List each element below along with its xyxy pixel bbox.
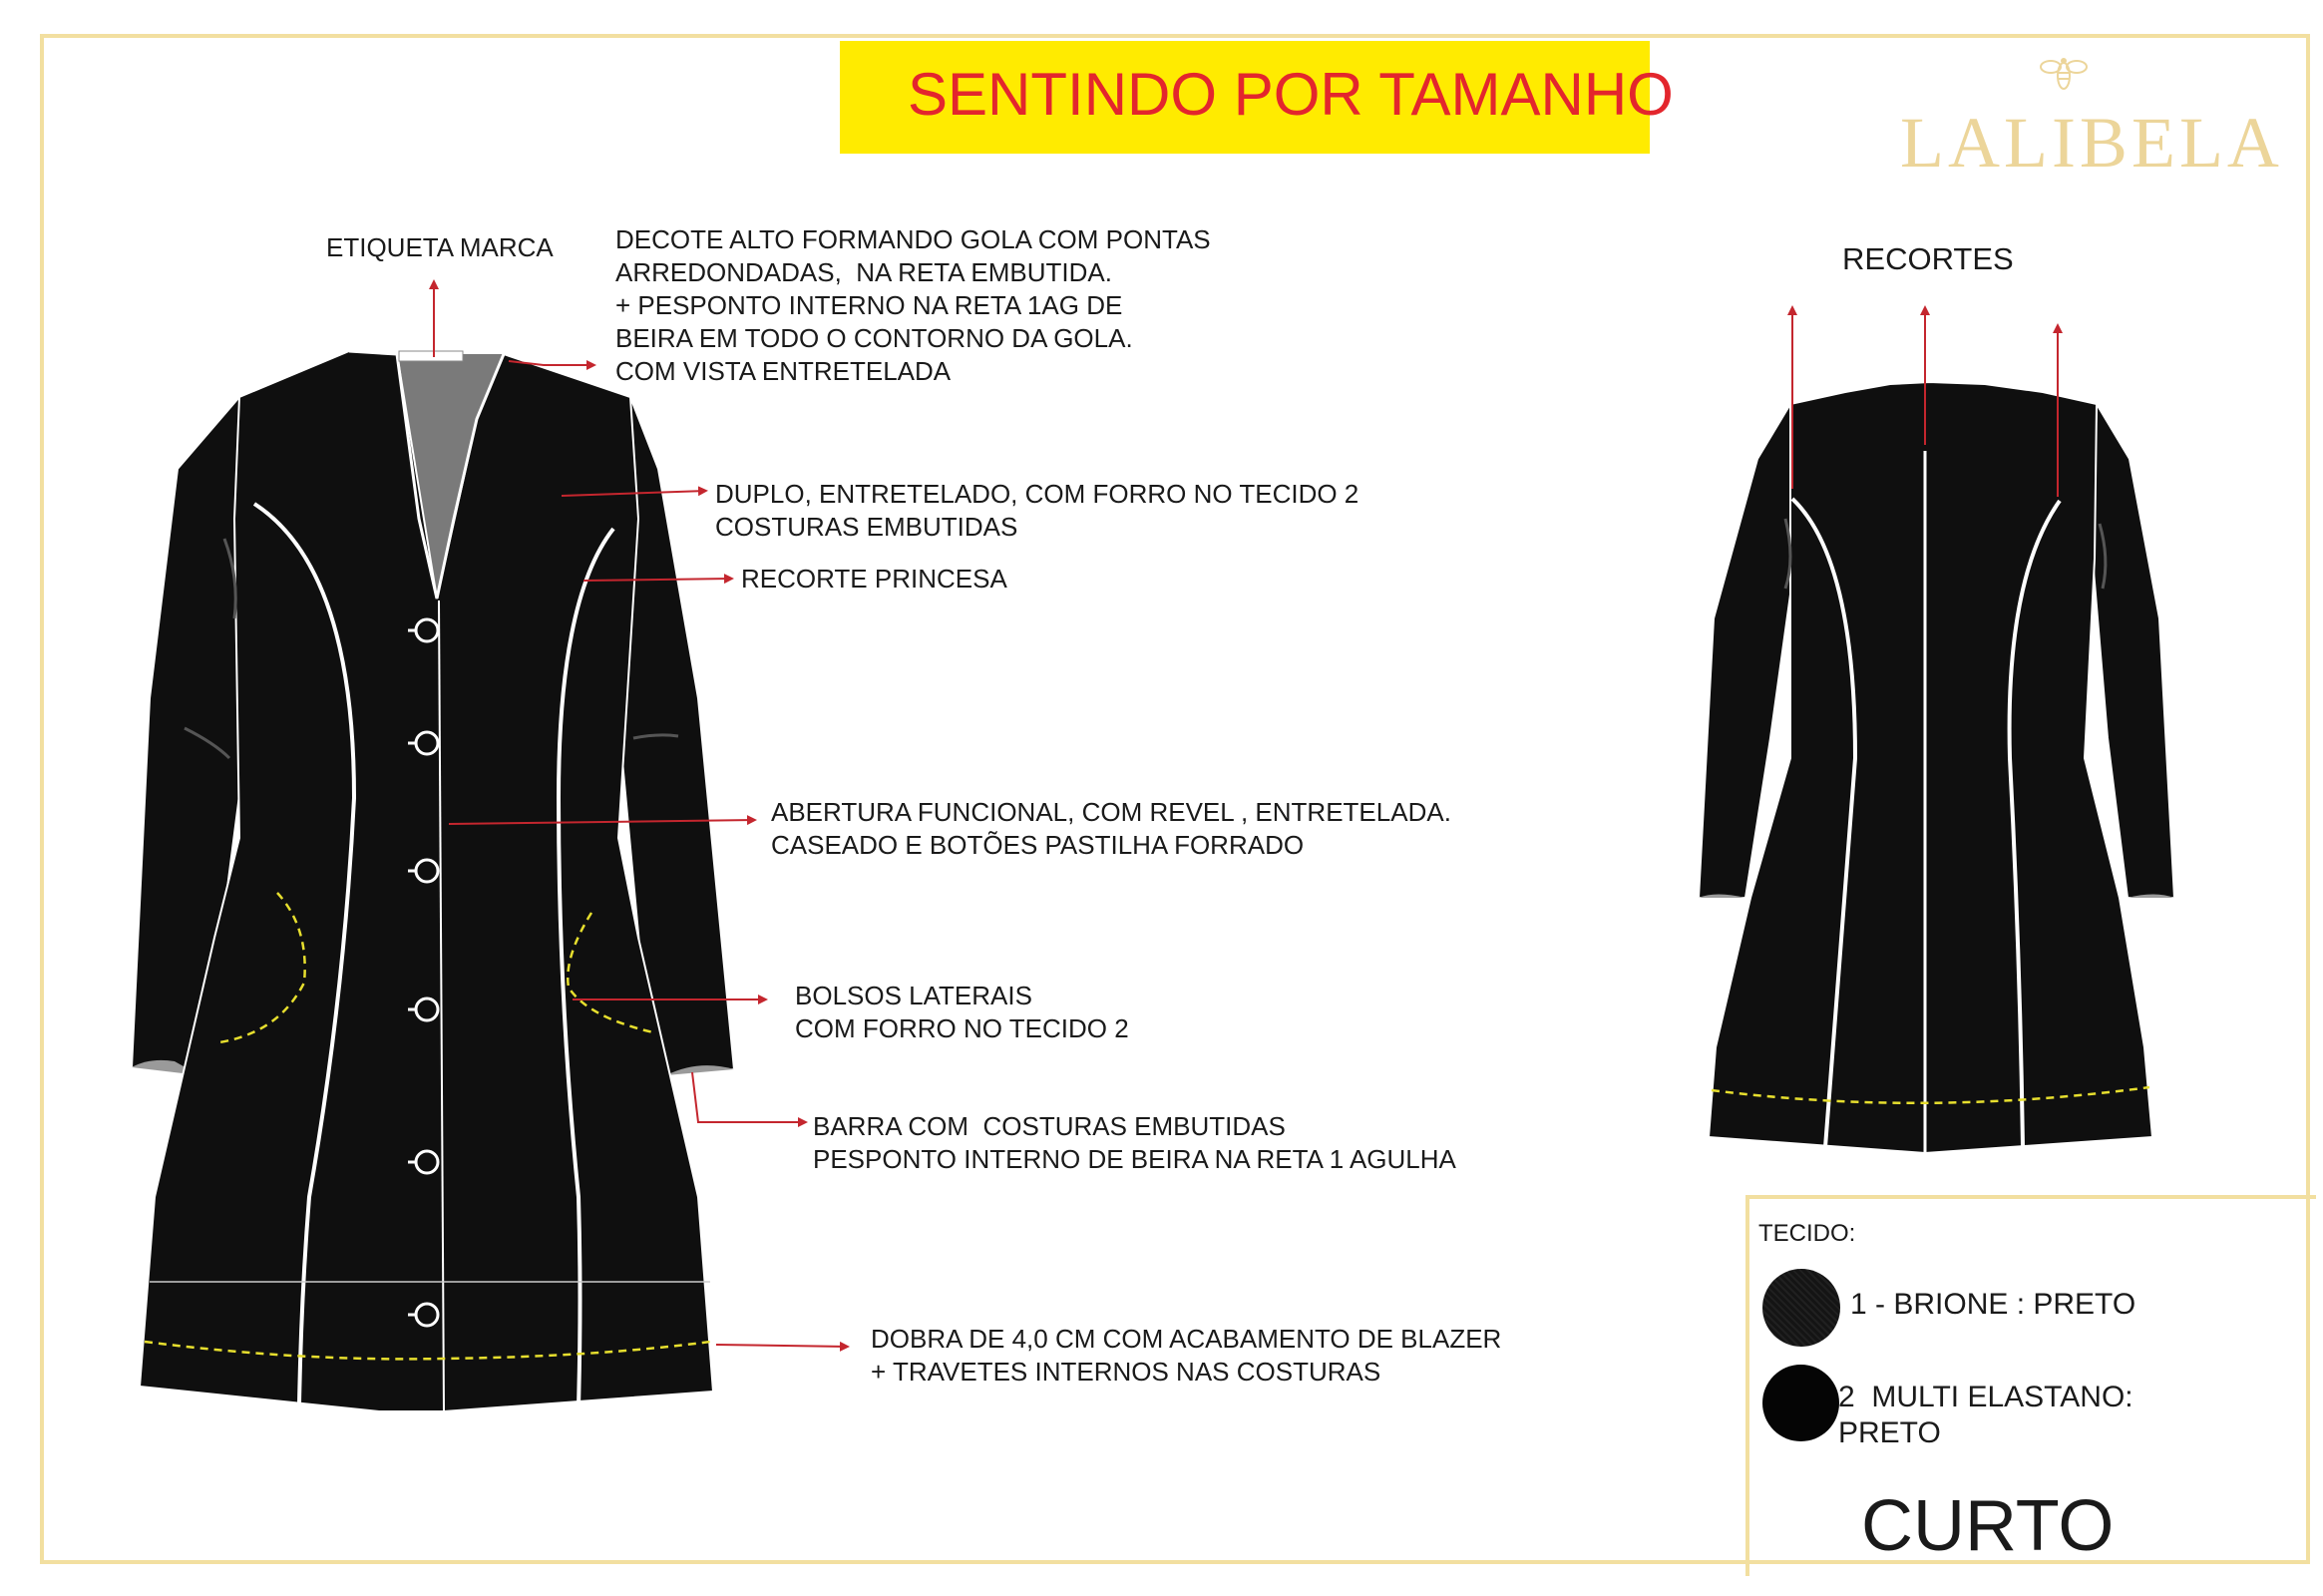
length-label: CURTO bbox=[1861, 1486, 2115, 1566]
brand-logo: LALIBELA bbox=[1900, 103, 2283, 183]
note-recorte-princesa: RECORTE PRINCESA bbox=[741, 564, 1007, 594]
note-decote: DECOTE ALTO FORMANDO GOLA COM PONTAS ARREDONDADAS, NA RETA EMBUTIDA. + PESPONTO INTERNO NA RETA 1AG DE BEIRA EM TODO O CONTORNO DA GOLA. COM VISTA ENTRETELADA bbox=[615, 224, 1211, 386]
note-bolsos: BOLSOS LATERAIS COM FORRO NO TECIDO 2 bbox=[795, 981, 1129, 1043]
note-duplo: DUPLO, ENTRETELADO, COM FORRO NO TECIDO 2 COSTURAS EMBUTIDAS bbox=[715, 479, 1359, 542]
page-title: SENTINDO POR TAMANHO bbox=[908, 61, 1674, 128]
note-barra: BARRA COM COSTURAS EMBUTIDAS PESPONTO INTERNO DE BEIRA NA RETA 1 AGULHA bbox=[813, 1111, 1456, 1174]
note-dobra: DOBRA DE 4,0 CM COM ACABAMENTO DE BLAZER + TRAVETES INTERNOS NAS COSTURAS bbox=[871, 1324, 1502, 1387]
back-view-title: RECORTES bbox=[1842, 241, 2014, 276]
note-abertura: ABERTURA FUNCIONAL, COM REVEL , ENTRETELADA. CASEADO E BOTÕES PASTILHA FORRADO bbox=[771, 797, 1451, 860]
note-etiqueta: ETIQUETA MARCA bbox=[326, 232, 554, 262]
fabric-label-2: 2 MULTI ELASTANO: PRETO bbox=[1838, 1381, 2133, 1449]
fabric-swatch-1 bbox=[1762, 1269, 1840, 1347]
fabric-title: TECIDO: bbox=[1758, 1220, 1856, 1247]
fabric-swatch-2 bbox=[1762, 1365, 1839, 1441]
fabric-label-1: 1 - BRIONE : PRETO bbox=[1850, 1288, 2136, 1321]
